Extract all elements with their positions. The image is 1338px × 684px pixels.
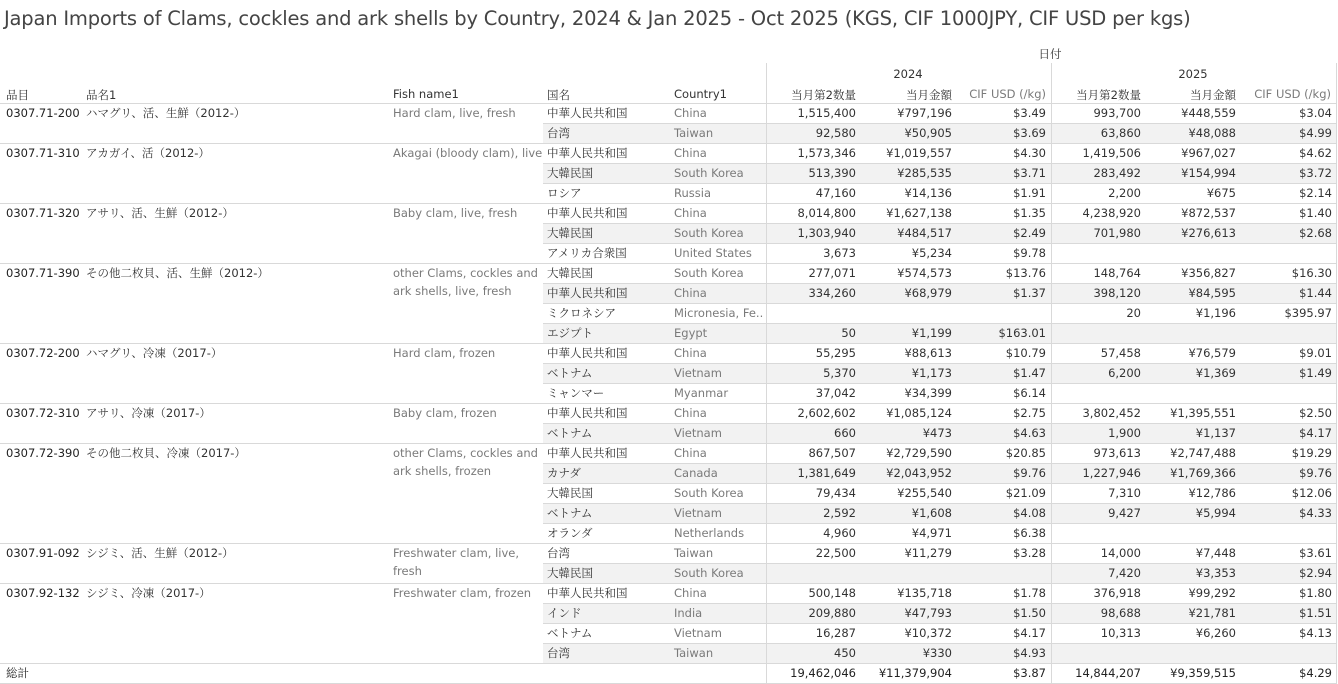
value-cell-v25[interactable]: ¥1,395,551 (1170, 406, 1236, 420)
value-cell-v25[interactable]: ¥21,781 (1188, 606, 1236, 620)
hs-code-cell[interactable]: 0307.71-320 (6, 206, 80, 220)
total-cell-c25: $4.29 (1299, 666, 1332, 680)
value-cell-c25[interactable]: $9.01 (1299, 346, 1332, 360)
value-cell-v24[interactable]: ¥4,971 (911, 526, 952, 540)
value-cell-v24[interactable]: ¥1,627,138 (886, 206, 952, 220)
country-jp-cell[interactable]: 台湾 (547, 546, 570, 560)
date-header: 日付 (1038, 47, 1062, 61)
total-cell-q25: 14,844,207 (1075, 666, 1141, 680)
value-cell-v25[interactable]: ¥1,196 (1195, 306, 1236, 320)
value-cell-c25[interactable]: $4.13 (1299, 626, 1332, 640)
value-cell-q25[interactable]: 6,200 (1108, 366, 1141, 380)
value-cell-q25[interactable]: 14,000 (1100, 546, 1141, 560)
country-cell[interactable]: South Korea (674, 226, 744, 240)
value-cell-v25[interactable]: ¥84,595 (1188, 286, 1236, 300)
value-cell-q25[interactable]: 63,860 (1100, 126, 1141, 140)
country-cell[interactable]: Egypt (674, 326, 708, 340)
fish-name-line[interactable]: Freshwater clam, frozen (393, 586, 532, 600)
value-cell-q24[interactable]: 2,592 (823, 506, 856, 520)
country-cell[interactable]: South Korea (674, 266, 744, 280)
value-cell-q24[interactable]: 2,602,602 (797, 406, 856, 420)
value-cell-v24[interactable]: ¥1,019,557 (886, 146, 952, 160)
value-cell-c25[interactable]: $4.62 (1299, 146, 1332, 160)
country-cell[interactable]: China (674, 106, 707, 120)
value-cell-q25[interactable]: 1,419,506 (1082, 146, 1141, 160)
value-cell-q24[interactable]: 16,287 (815, 626, 856, 640)
value-cell-v25[interactable]: ¥5,994 (1195, 506, 1236, 520)
hs-code-cell[interactable]: 0307.92-132 (6, 586, 80, 600)
value-cell-v25[interactable]: ¥1,369 (1195, 366, 1236, 380)
value-cell-c25[interactable]: $1.80 (1299, 586, 1332, 600)
value-cell-q24[interactable]: 1,573,346 (797, 146, 856, 160)
total-cell-c24: $3.87 (1013, 666, 1046, 680)
value-cell-v25[interactable]: ¥7,448 (1195, 546, 1236, 560)
product-name-cell[interactable]: ハマグリ、活、生鮮（2012-） (86, 106, 246, 120)
value-cell-q25[interactable]: 7,310 (1108, 486, 1141, 500)
value-cell-v25[interactable]: ¥356,827 (1181, 266, 1236, 280)
country-cell[interactable]: Vietnam (674, 506, 722, 520)
col-header-value-2025[interactable]: 当月金額 (1190, 88, 1236, 102)
year-header-2025: 2025 (1178, 67, 1208, 81)
value-cell-q24[interactable]: 450 (834, 646, 856, 660)
country-jp-cell[interactable]: 中華人民共和国 (547, 286, 628, 300)
value-cell-v25[interactable]: ¥1,769,366 (1170, 466, 1236, 480)
value-cell-q25[interactable]: 3,802,452 (1082, 406, 1141, 420)
value-cell-c24[interactable]: $4.08 (1013, 506, 1046, 520)
country-cell[interactable]: China (674, 346, 707, 360)
value-cell-q24[interactable]: 50 (841, 326, 856, 340)
value-cell-c25[interactable]: $2.68 (1299, 226, 1332, 240)
country-jp-cell[interactable]: インド (547, 606, 582, 620)
country-jp-cell[interactable]: 大韓民国 (547, 166, 593, 180)
value-cell-q25[interactable]: 993,700 (1093, 106, 1141, 120)
country-jp-cell[interactable]: ベトナム (547, 426, 593, 440)
value-cell-v25[interactable]: ¥967,027 (1181, 146, 1236, 160)
country-cell[interactable]: China (674, 146, 707, 160)
value-cell-v24[interactable]: ¥330 (922, 646, 952, 660)
value-cell-v24[interactable]: ¥135,718 (897, 586, 952, 600)
country-jp-cell[interactable]: エジプト (547, 326, 593, 340)
value-cell-c25[interactable]: $1.44 (1299, 286, 1332, 300)
value-cell-c24[interactable]: $13.76 (1005, 266, 1046, 280)
total-cell-q24: 19,462,046 (790, 666, 856, 680)
product-name-cell[interactable]: アサリ、冷凍（2017-） (86, 406, 211, 420)
value-cell-v24[interactable]: ¥5,234 (911, 246, 952, 260)
value-cell-v24[interactable]: ¥88,613 (904, 346, 952, 360)
value-cell-q25[interactable]: 4,238,920 (1082, 206, 1141, 220)
country-cell[interactable]: Russia (674, 186, 711, 200)
fish-name-line[interactable]: fresh (393, 564, 422, 578)
value-cell-q25[interactable]: 701,980 (1093, 226, 1141, 240)
total-cell-v24: ¥11,379,904 (878, 666, 952, 680)
value-cell-c25[interactable]: $2.94 (1299, 566, 1332, 580)
value-cell-q25[interactable]: 1,900 (1108, 426, 1141, 440)
value-cell-c24[interactable]: $3.69 (1013, 126, 1046, 140)
page-title: Japan Imports of Clams, cockles and ark shells by Country, 2024 & Jan 2025 - Oct 2025 (KGS, CIF 1000JPY, CIF USD per kgs) (4, 7, 1191, 30)
country-jp-cell[interactable]: オランダ (547, 526, 593, 540)
country-jp-cell[interactable]: ベトナム (547, 366, 593, 380)
country-cell[interactable]: Vietnam (674, 366, 722, 380)
value-cell-c24[interactable]: $1.47 (1013, 366, 1046, 380)
hs-code-cell[interactable]: 0307.72-310 (6, 406, 80, 420)
country-jp-cell[interactable]: 大韓民国 (547, 566, 593, 580)
col-header-fish[interactable]: Fish name1 (393, 87, 459, 101)
value-cell-q24[interactable]: 92,580 (815, 126, 856, 140)
value-cell-c25[interactable]: $1.49 (1299, 366, 1332, 380)
value-cell-c24[interactable]: $2.75 (1013, 406, 1046, 420)
fish-name-line[interactable]: other Clams, cockles and (393, 446, 538, 460)
value-cell-q25[interactable]: 283,492 (1093, 166, 1141, 180)
value-cell-c24[interactable]: $3.28 (1013, 546, 1046, 560)
col-header-qty-2025[interactable]: 当月第2数量 (1076, 88, 1141, 102)
value-cell-q25[interactable]: 98,688 (1100, 606, 1141, 620)
product-name-cell[interactable]: その他二枚貝、活、生鮮（2012-） (86, 266, 269, 280)
value-cell-v25[interactable]: ¥12,786 (1188, 486, 1236, 500)
header-divider-2025 (1051, 63, 1052, 103)
country-cell[interactable]: South Korea (674, 486, 744, 500)
column-divider (1051, 103, 1052, 683)
value-cell-c24[interactable]: $4.63 (1013, 426, 1046, 440)
country-jp-cell[interactable]: 中華人民共和国 (547, 406, 628, 420)
country-cell[interactable]: China (674, 446, 707, 460)
country-cell[interactable]: Vietnam (674, 426, 722, 440)
value-cell-v25[interactable]: ¥675 (1206, 186, 1236, 200)
value-cell-q24[interactable]: 277,071 (808, 266, 856, 280)
col-header-cif-2025[interactable]: CIF USD (/kg) (1254, 87, 1331, 101)
value-cell-c25[interactable]: $3.04 (1299, 106, 1332, 120)
value-cell-v25[interactable]: ¥99,292 (1188, 586, 1236, 600)
value-cell-q24[interactable]: 3,673 (823, 246, 856, 260)
value-cell-q24[interactable]: 1,381,649 (797, 466, 856, 480)
country-jp-cell[interactable]: ベトナム (547, 506, 593, 520)
column-divider (766, 103, 767, 683)
country-jp-cell[interactable]: ミャンマー (547, 386, 605, 400)
hs-code-cell[interactable]: 0307.71-310 (6, 146, 80, 160)
hs-code-cell[interactable]: 0307.71-390 (6, 266, 80, 280)
country-jp-cell[interactable]: 台湾 (547, 126, 570, 140)
product-name-cell[interactable]: ハマグリ、冷凍（2017-） (86, 346, 223, 360)
value-cell-c25[interactable]: $9.76 (1299, 466, 1332, 480)
value-cell-c25[interactable]: $1.51 (1299, 606, 1332, 620)
value-cell-v25[interactable]: ¥2,747,488 (1170, 446, 1236, 460)
value-cell-v24[interactable]: ¥255,540 (897, 486, 952, 500)
country-cell[interactable]: Vietnam (674, 626, 722, 640)
value-cell-c25[interactable]: $3.61 (1299, 546, 1332, 560)
value-cell-q24[interactable]: 55,295 (815, 346, 856, 360)
value-cell-q25[interactable]: 10,313 (1100, 626, 1141, 640)
col-header-name[interactable]: 品名1 (86, 88, 117, 102)
product-name-cell[interactable]: アカガイ、活（2012-） (86, 146, 210, 160)
value-cell-q25[interactable]: 973,613 (1093, 446, 1141, 460)
country-cell[interactable]: United States (674, 246, 752, 260)
value-cell-c25[interactable]: $4.33 (1299, 506, 1332, 520)
value-cell-v24[interactable]: ¥1,199 (911, 326, 952, 340)
country-jp-cell[interactable]: 中華人民共和国 (547, 146, 628, 160)
country-jp-cell[interactable]: 大韓民国 (547, 226, 593, 240)
value-cell-q24[interactable]: 47,160 (815, 186, 856, 200)
value-cell-v24[interactable]: ¥14,136 (904, 186, 952, 200)
header-divider-2024 (766, 63, 767, 103)
value-cell-c24[interactable]: $9.76 (1013, 466, 1046, 480)
fish-name-line[interactable]: ark shells, frozen (393, 464, 492, 478)
country-cell[interactable]: Taiwan (674, 646, 714, 660)
country-cell[interactable]: China (674, 206, 707, 220)
country-cell[interactable]: China (674, 586, 707, 600)
product-name-cell[interactable]: その他二枚貝、冷凍（2017-） (86, 446, 246, 460)
value-cell-c24[interactable]: $21.09 (1005, 486, 1046, 500)
value-cell-q24[interactable]: 513,390 (808, 166, 856, 180)
value-cell-c24[interactable]: $2.49 (1013, 226, 1046, 240)
value-cell-q24[interactable]: 8,014,800 (797, 206, 856, 220)
value-cell-v25[interactable]: ¥448,559 (1181, 106, 1236, 120)
value-cell-c25[interactable]: $12.06 (1291, 486, 1332, 500)
value-cell-v24[interactable]: ¥10,372 (904, 626, 952, 640)
hs-code-cell[interactable]: 0307.72-390 (6, 446, 80, 460)
value-cell-v24[interactable]: ¥1,085,124 (886, 406, 952, 420)
country-jp-cell[interactable]: ミクロネシア (547, 306, 616, 320)
hs-code-cell[interactable]: 0307.72-200 (6, 346, 80, 360)
value-cell-v24[interactable]: ¥47,793 (904, 606, 952, 620)
value-cell-v24[interactable]: ¥50,905 (904, 126, 952, 140)
value-cell-v25[interactable]: ¥276,613 (1181, 226, 1236, 240)
value-cell-q25[interactable]: 2,200 (1108, 186, 1141, 200)
value-cell-c25[interactable]: $2.50 (1299, 406, 1332, 420)
value-cell-c24[interactable]: $4.30 (1013, 146, 1046, 160)
country-cell[interactable]: China (674, 406, 707, 420)
country-jp-cell[interactable]: アメリカ合衆国 (547, 246, 627, 260)
value-cell-q24[interactable]: 660 (834, 426, 856, 440)
hs-code-cell[interactable]: 0307.91-092 (6, 546, 80, 560)
value-cell-v24[interactable]: ¥484,517 (897, 226, 952, 240)
col-header-country[interactable]: Country1 (674, 87, 728, 101)
value-cell-c24[interactable]: $1.78 (1013, 586, 1046, 600)
col-header-cif-2024[interactable]: CIF USD (/kg) (969, 87, 1046, 101)
value-cell-c24[interactable]: $163.01 (998, 326, 1046, 340)
value-cell-v24[interactable]: ¥2,729,590 (886, 446, 952, 460)
value-cell-v24[interactable]: ¥1,173 (911, 366, 952, 380)
fish-name-line[interactable]: other Clams, cockles and (393, 266, 538, 280)
col-header-value-2024[interactable]: 当月金額 (906, 88, 952, 102)
product-name-cell[interactable]: シジミ、活、生鮮（2012-） (86, 546, 234, 560)
country-jp-cell[interactable]: 大韓民国 (547, 486, 593, 500)
country-cell[interactable]: Canada (674, 466, 718, 480)
country-cell[interactable]: Netherlands (674, 526, 745, 540)
product-name-cell[interactable]: アサリ、活、生鮮（2012-） (86, 206, 234, 220)
value-cell-q25[interactable]: 20 (1126, 306, 1141, 320)
value-cell-c25[interactable]: $2.14 (1299, 186, 1332, 200)
value-cell-c24[interactable]: $3.49 (1013, 106, 1046, 120)
value-cell-c24[interactable]: $4.17 (1013, 626, 1046, 640)
country-jp-cell[interactable]: ロシア (547, 186, 582, 200)
country-cell[interactable]: South Korea (674, 566, 744, 580)
value-cell-q24[interactable]: 334,260 (808, 286, 856, 300)
value-cell-c24[interactable]: $6.38 (1013, 526, 1046, 540)
value-cell-c24[interactable]: $10.79 (1005, 346, 1046, 360)
country-cell[interactable]: Micronesia, Fe.. (674, 306, 764, 320)
value-cell-q25[interactable]: 376,918 (1093, 586, 1141, 600)
value-cell-v24[interactable]: ¥34,399 (904, 386, 952, 400)
country-cell[interactable]: Myanmar (674, 386, 729, 400)
value-cell-c25[interactable]: $19.29 (1291, 446, 1332, 460)
value-cell-c25[interactable]: $3.72 (1299, 166, 1332, 180)
value-cell-q24[interactable]: 37,042 (815, 386, 856, 400)
value-cell-q24[interactable]: 500,148 (808, 586, 856, 600)
country-jp-cell[interactable]: カナダ (547, 466, 581, 480)
value-cell-v25[interactable]: ¥872,537 (1181, 206, 1236, 220)
fish-name-line[interactable]: Baby clam, frozen (393, 406, 497, 420)
value-cell-c24[interactable]: $1.91 (1013, 186, 1046, 200)
fish-name-line[interactable]: Baby clam, live, fresh (393, 206, 518, 220)
total-cell-v25: ¥9,359,515 (1170, 666, 1236, 680)
value-cell-q25[interactable]: 1,227,946 (1082, 466, 1141, 480)
country-jp-cell[interactable]: 中華人民共和国 (547, 586, 628, 600)
fish-name-line[interactable]: Freshwater clam, live, (393, 546, 520, 560)
header-divider-right (1336, 63, 1337, 103)
value-cell-c24[interactable]: $20.85 (1005, 446, 1046, 460)
country-jp-cell[interactable]: ベトナム (547, 626, 593, 640)
value-cell-q24[interactable]: 4,960 (823, 526, 856, 540)
value-cell-q24[interactable]: 79,434 (815, 486, 856, 500)
value-cell-c24[interactable]: $6.14 (1013, 386, 1046, 400)
value-cell-c24[interactable]: $9.78 (1013, 246, 1046, 260)
value-cell-v24[interactable]: ¥473 (922, 426, 952, 440)
value-cell-v24[interactable]: ¥68,979 (904, 286, 952, 300)
value-cell-v25[interactable]: ¥76,579 (1188, 346, 1236, 360)
country-jp-cell[interactable]: 大韓民国 (547, 266, 593, 280)
country-cell[interactable]: China (674, 286, 707, 300)
value-cell-q24[interactable]: 209,880 (808, 606, 856, 620)
country-cell[interactable]: India (674, 606, 703, 620)
col-header-qty-2024[interactable]: 当月第2数量 (791, 88, 856, 102)
fish-name-line[interactable]: Akagai (bloody clam), live (393, 146, 543, 160)
value-cell-c24[interactable]: $1.50 (1013, 606, 1046, 620)
country-jp-cell[interactable]: 台湾 (547, 646, 570, 660)
value-cell-c24[interactable]: $1.35 (1013, 206, 1046, 220)
total-label: 総計 (6, 666, 29, 680)
value-cell-v25[interactable]: ¥154,994 (1181, 166, 1236, 180)
value-cell-q24[interactable]: 1,303,940 (797, 226, 856, 240)
value-cell-v25[interactable]: ¥48,088 (1188, 126, 1236, 140)
value-cell-c25[interactable]: $1.40 (1299, 206, 1332, 220)
fish-name-line[interactable]: Hard clam, live, fresh (393, 106, 516, 120)
value-cell-v24[interactable]: ¥11,279 (904, 546, 952, 560)
country-jp-cell[interactable]: 中華人民共和国 (547, 106, 628, 120)
value-cell-v24[interactable]: ¥2,043,952 (886, 466, 952, 480)
value-cell-q24[interactable]: 867,507 (808, 446, 856, 460)
value-cell-v25[interactable]: ¥6,260 (1195, 626, 1236, 640)
fish-name-line[interactable]: Hard clam, frozen (393, 346, 496, 360)
value-cell-q25[interactable]: 57,458 (1100, 346, 1141, 360)
value-cell-c24[interactable]: $1.37 (1013, 286, 1046, 300)
value-cell-q25[interactable]: 148,764 (1093, 266, 1141, 280)
country-cell[interactable]: Taiwan (674, 546, 714, 560)
value-cell-q24[interactable]: 5,370 (823, 366, 856, 380)
value-cell-c25[interactable]: $395.97 (1284, 306, 1332, 320)
country-jp-cell[interactable]: 中華人民共和国 (547, 346, 628, 360)
country-jp-cell[interactable]: 中華人民共和国 (547, 446, 628, 460)
col-header-country-jp[interactable]: 国名 (547, 88, 570, 102)
value-cell-c25[interactable]: $4.99 (1299, 126, 1332, 140)
product-name-cell[interactable]: シジミ、冷凍（2017-） (86, 586, 211, 600)
value-cell-v24[interactable]: ¥285,535 (897, 166, 952, 180)
value-cell-q24[interactable]: 22,500 (815, 546, 856, 560)
value-cell-v25[interactable]: ¥1,137 (1195, 426, 1236, 440)
column-divider (1336, 103, 1337, 683)
value-cell-v24[interactable]: ¥574,573 (897, 266, 952, 280)
fish-name-line[interactable]: ark shells, live, fresh (393, 284, 512, 298)
country-jp-cell[interactable]: 中華人民共和国 (547, 206, 628, 220)
value-cell-c25[interactable]: $16.30 (1291, 266, 1332, 280)
col-header-hs[interactable]: 品目 (6, 88, 29, 102)
value-cell-q25[interactable]: 9,427 (1108, 506, 1141, 520)
country-cell[interactable]: South Korea (674, 166, 744, 180)
hs-code-cell[interactable]: 0307.71-200 (6, 106, 80, 120)
value-cell-v24[interactable]: ¥1,608 (911, 506, 952, 520)
value-cell-v25[interactable]: ¥3,353 (1195, 566, 1236, 580)
value-cell-c24[interactable]: $4.93 (1013, 646, 1046, 660)
value-cell-q25[interactable]: 398,120 (1093, 286, 1141, 300)
value-cell-c25[interactable]: $4.17 (1299, 426, 1332, 440)
value-cell-c24[interactable]: $3.71 (1013, 166, 1046, 180)
value-cell-v24[interactable]: ¥797,196 (897, 106, 952, 120)
year-header-2024: 2024 (893, 67, 923, 81)
value-cell-q25[interactable]: 7,420 (1108, 566, 1141, 580)
country-cell[interactable]: Taiwan (674, 126, 714, 140)
value-cell-q24[interactable]: 1,515,400 (797, 106, 856, 120)
